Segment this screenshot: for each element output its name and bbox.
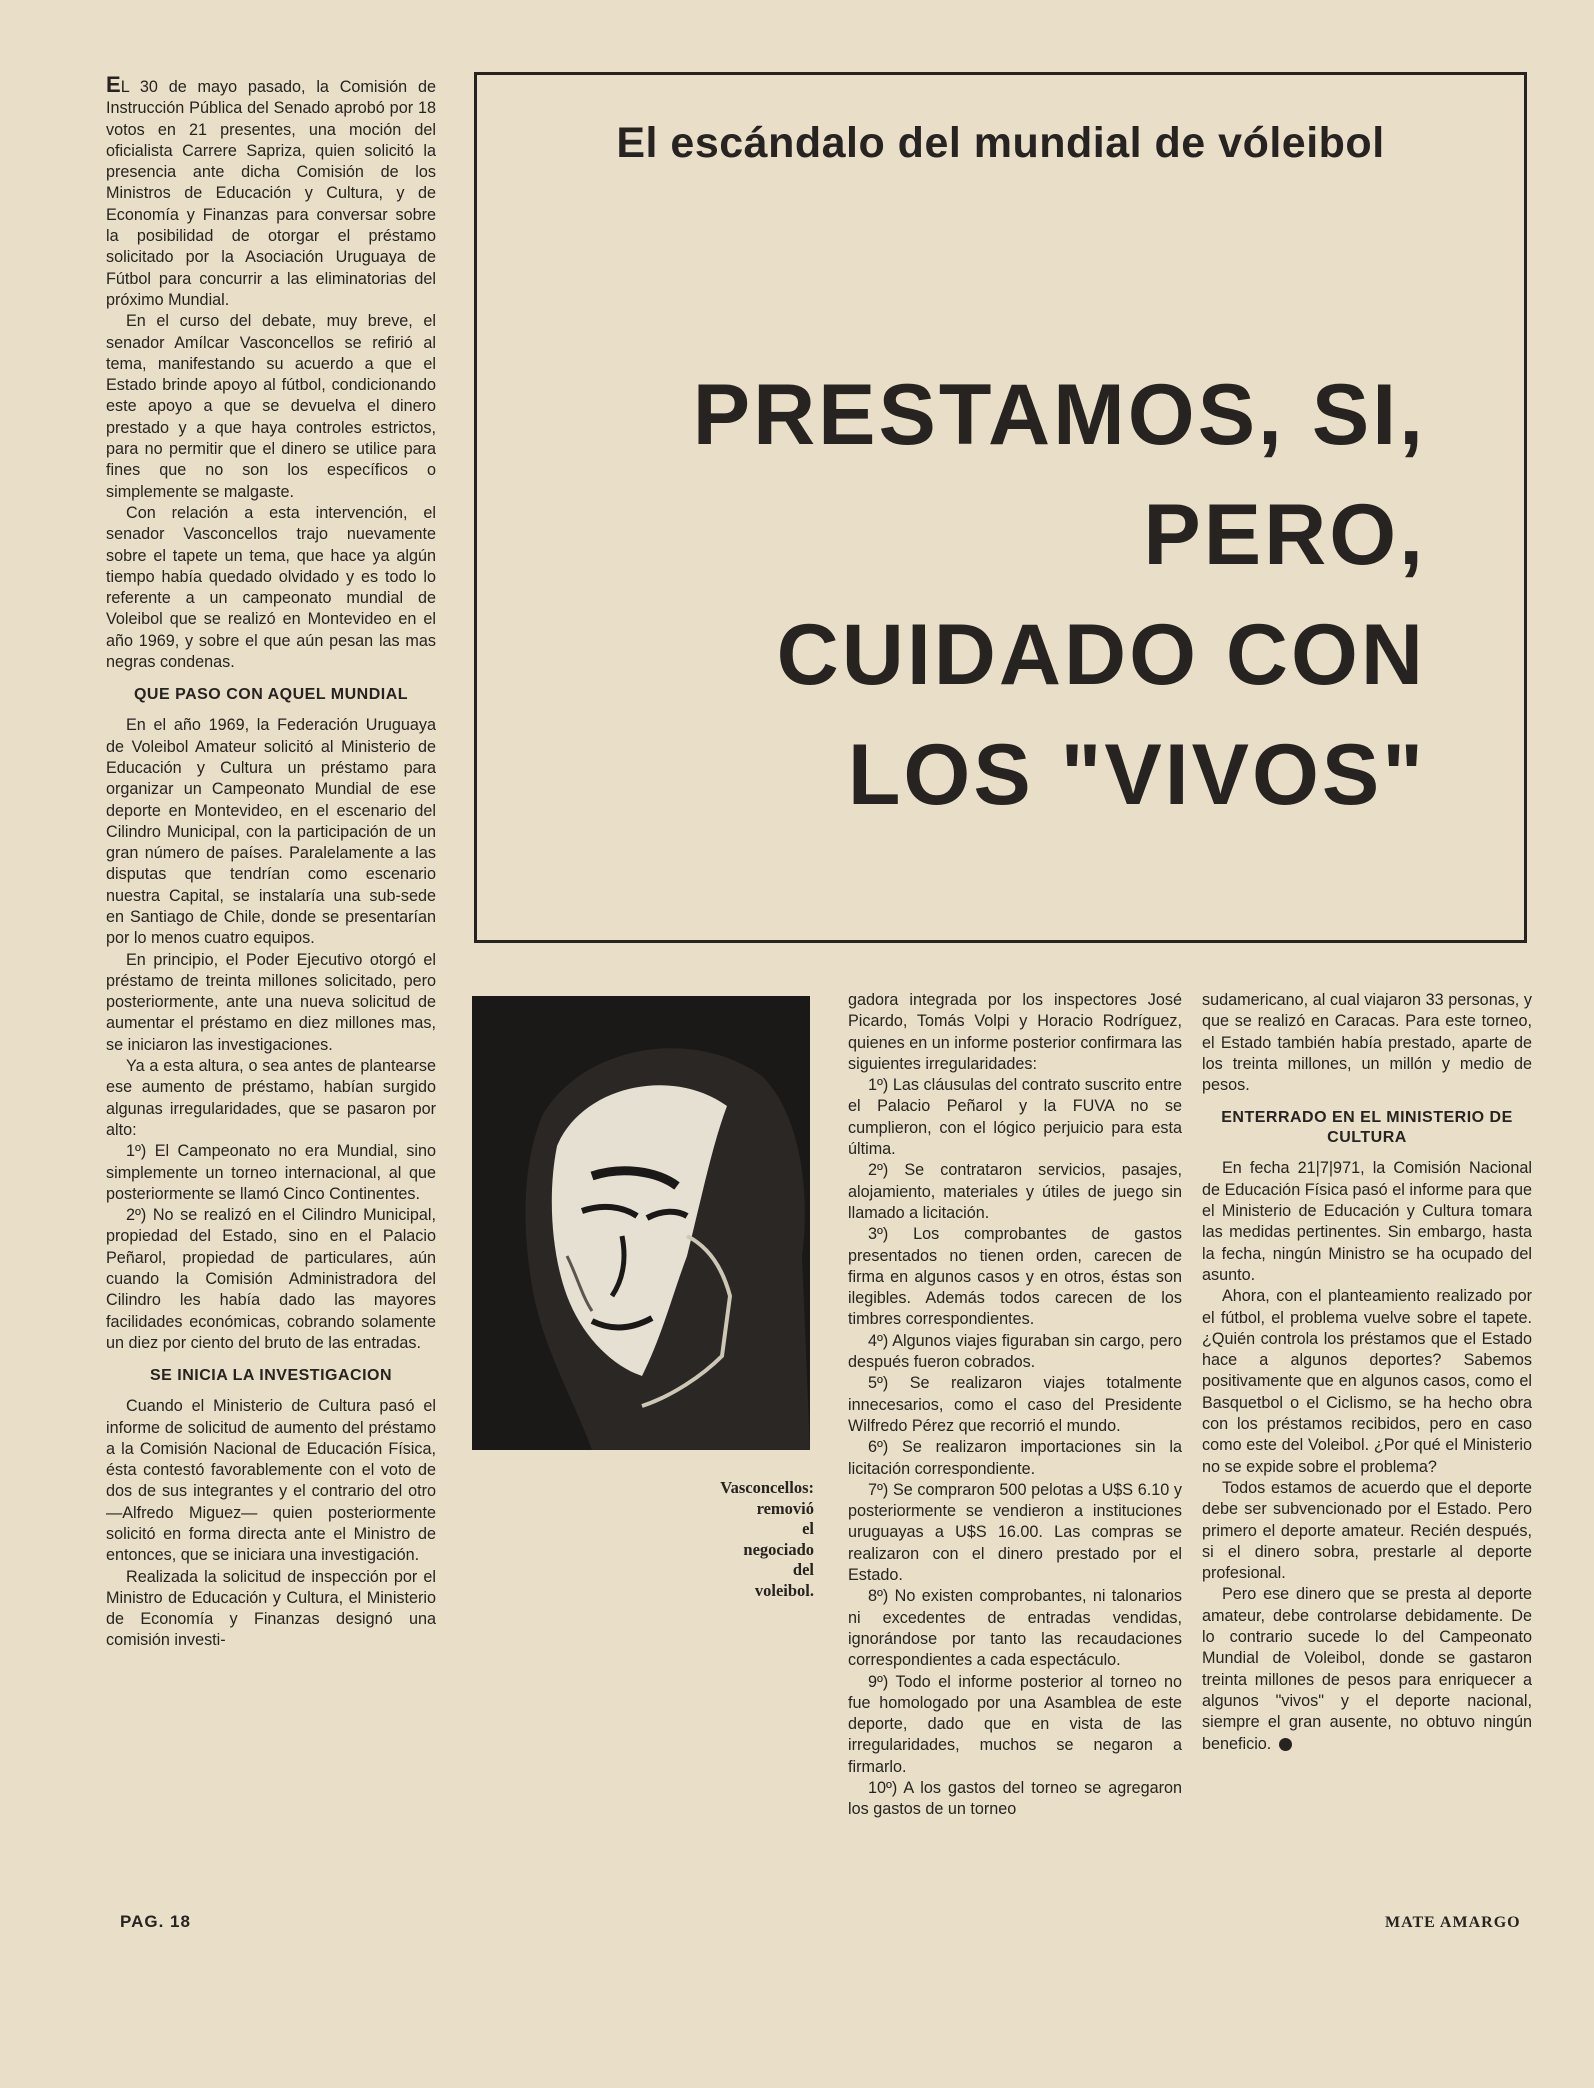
paragraph: Pero ese dinero que se presta al deporte amateur, debe controlarse debidamente. De lo contrario sucede lo del Campeonato Mundial de Voleibol, donde se gastaron treinta millones de pesos para enriquecer a algunos "vivos" y el deporte nacional, siempre el gran ausente, no obtuvo ningún beneficio.: [1202, 1585, 1532, 1753]
paragraph: 2º) No se realizó en el Cilindro Municipal, propiedad del Estado, sino en el Palacio Peñarol, propiedad de particulares, aún cuando la Comisión Administradora del Cilindro les había dado las mayores facilidades económicas, cobrando solamente un diez por ciento del bruto de las entradas.: [106, 1206, 436, 1352]
photo-caption: [660, 1478, 814, 1601]
paragraph: Realizada la solicitud de inspección por el Ministro de Educación y Cultura, el Ministerio de Economía y Finanzas designó una comisión investi-: [106, 1567, 436, 1650]
portrait-illustration: [472, 996, 810, 1450]
paragraph: En fecha 21|7|971, la Comisión Nacional de Educación Física pasó el informe para que el Ministerio de Educación y Cultura tomara las medidas pertinentes. Sin embargo, hasta la fecha, ningún Ministro se ha ocupado del asunto.: [1202, 1159, 1532, 1284]
paragraph: Con relación a esta intervención, el senador Vasconcellos trajo nuevamente sobre el tapete un tema, que hace ya algún tiempo había quedado olvidado y es todo lo referente a un campeonato mundial de Voleibol que se realizó en Montevideo en el año 1969, y sobre el que aún pesan las mas negras condenas.: [106, 503, 436, 672]
headline-line: CUIDADO CON: [776, 607, 1426, 703]
paragraph: Ahora, con el planteamiento realizado por el fútbol, el problema vuelve sobre el tapete. ¿Quién controla los préstamos que el Estado hace a algunos deportes? Sabemos positivamente que en algunos casos, como el Basquetbol o el Ciclismo, se ha hecho obra con los préstamos recibidos, pero en caso como este del Voleibol. ¿Por qué el Ministerio no se expide sobre el problema?: [1202, 1287, 1532, 1476]
paragraph: 1º) Las cláusulas del contrato suscrito entre el Palacio Peñarol y la FUVA no se cumplieron, con el lógico perjuicio para esta última.: [848, 1076, 1182, 1159]
paragraph: 8º) No existen comprobantes, ni talonarios ni excedentes de entradas vendidas, ignorándose por tanto las recaudaciones correspondientes a cada espectáculo.: [848, 1587, 1182, 1670]
caption-line: el: [802, 1519, 814, 1538]
kicker-title: El escándalo del mundial de vóleibol: [616, 119, 1385, 167]
paragraph: 9º) Todo el informe posterior al torneo no fue homologado por una Asamblea de este deporte, dado que en vista de las irregularidades, muchos se negaron a firmarlo.: [848, 1672, 1182, 1776]
drop-cap: E: [106, 72, 121, 97]
paragraph: 4º) Algunos viajes figuraban sin cargo, pero después fueron cobrados.: [848, 1331, 1182, 1372]
headline-line: LOS "VIVOS": [847, 727, 1426, 823]
page-number: PAG. 18: [120, 1912, 191, 1931]
paragraph: 7º) Se compraron 500 pelotas a U$S 6.10 y posteriormente se vendieron a instituciones uruguayas a U$S 16.00. Las compras se realizaron con el dinero prestado por el Estado.: [848, 1480, 1182, 1585]
subheading: QUE PASO CON AQUEL MUNDIAL: [133, 686, 409, 704]
portrait-photo: [472, 996, 810, 1450]
article-column-1: [106, 74, 436, 1652]
caption-line: removió: [756, 1498, 814, 1518]
paragraph: Cuando el Ministerio de Cultura pasó el informe de solicitud de aumento del préstamo a la Comisión Nacional de Educación Física, ésta contestó favorablemente con el voto de dos de sus integrantes y el contrario del otro —Alfredo Miguez— quien posteriormente solicitó en forma directa ante el Ministro de entonces, que se iniciara una investigación.: [106, 1397, 436, 1565]
paragraph: Todos estamos de acuerdo que el deporte debe ser subvencionado por el Estado. Pero primero el deporte amateur. Recién después, si el dinero sobra, prestarle al deporte profesional.: [1202, 1478, 1532, 1583]
caption-line: del: [792, 1560, 814, 1579]
paragraph: En el año 1969, la Federación Uruguaya de Voleibol Amateur solicitó al Ministerio de Educación y Cultura un préstamo para organizar un Campeonato Mundial de ese deporte en Montevideo, en el escenario del Cilindro Municipal, con la participación de un gran número de países. Paralelamente a las disputas que tendrían como escenario nuestra Capital, se instalaría una sub-sede en Santiago de Chile, donde se presentarían por lo menos cuatro equipos.: [106, 716, 436, 948]
caption-line: negociado: [743, 1539, 814, 1559]
paragraph: 1º) El Campeonato no era Mundial, sino simplemente un torneo internacional, al que posteriormente se llamó Cinco Continentes.: [106, 1142, 436, 1203]
paragraph: 6º) Se realizaron importaciones sin la licitación correspondiente.: [848, 1438, 1182, 1478]
article-column-3: [1202, 990, 1532, 1755]
paragraph: En el curso del debate, muy breve, el senador Amílcar Vasconcellos se refirió al tema, manifestando su acuerdo a que el Estado brinde apoyo al fútbol, condicionando este apoyo a que se devuelva el dinero prestado y a que haya controles estrictos, para no permitir que el dinero se utilice para fines que no son los específicos o simplemente se malgaste.: [106, 312, 436, 501]
paragraph: 3º) Los comprobantes de gastos presentados no tienen orden, carecen de firma en algunos casos y en otros, éstas son ilegibles. Además todos carecen de los timbres correspondientes.: [848, 1225, 1182, 1329]
headline-line: PRESTAMOS, SI,: [692, 367, 1426, 463]
magazine-name: MATE AMARGO: [1385, 1914, 1521, 1931]
article-column-2: [848, 990, 1182, 1821]
end-mark-icon: [1279, 1738, 1292, 1751]
paragraph: 5º) Se realizaron viajes totalmente innecesarios, como el caso del Presidente Wilfredo Pérez que recorrió el mundo.: [848, 1374, 1182, 1435]
subheading: ENTERRADO EN EL MINISTERIO DE CULTURA: [1221, 1109, 1513, 1147]
paragraph: 2º) Se contrataron servicios, pasajes, alojamiento, materiales y útiles de juego sin llamado a licitación.: [848, 1161, 1182, 1222]
paragraph: Ya a esta altura, o sea antes de plantearse ese aumento de préstamo, habían surgido algunas irregularidades, que se pasaron por alto:: [106, 1057, 436, 1139]
subheading: SE INICIA LA INVESTIGACION: [149, 1367, 393, 1385]
intro-paragraph: EL 30 de mayo pasado, la Comisión de Instrucción Pública del Senado aprobó por 18 votos en 21 presentes, una moción del oficialista Carrere Sapriza, quien solicitó la presencia ante dicha Comisión de los Ministros de Educación y Cultura, y de Economía y Finanzas para conversar sobre la posibilidad de otorgar el préstamo solicitado por la Asociación Uruguaya de Fútbol para concurrir a las eliminatorias del próximo Mundial.: [106, 72, 436, 309]
caption-line: Vasconcellos:: [720, 1478, 814, 1497]
main-headline: [693, 355, 1426, 835]
paragraph: sudamericano, al cual viajaron 33 personas, y que se realizó en Caracas. Para este torneo, el Estado también había prestado, aparte de los treinta millones, un millón y medio de pesos.: [1202, 991, 1532, 1095]
paragraph: 10º) A los gastos del torneo se agregaron los gastos de un torneo: [848, 1778, 1182, 1819]
headline-line: PERO,: [1143, 487, 1426, 583]
paragraph: En principio, el Poder Ejecutivo otorgó el préstamo de treinta millones solicitado, pero posteriormente, ante una nueva solicitud de aumentar el préstamo en diez millones mas, se iniciaron las investigaciones.: [106, 950, 436, 1054]
headline-box: [474, 72, 1527, 943]
paragraph: gadora integrada por los inspectores José Picardo, Tomás Volpi y Horacio Rodríguez, quienes en un informe posterior confirmara las siguientes irregularidades:: [848, 991, 1182, 1073]
caption-line: voleibol.: [754, 1580, 814, 1600]
